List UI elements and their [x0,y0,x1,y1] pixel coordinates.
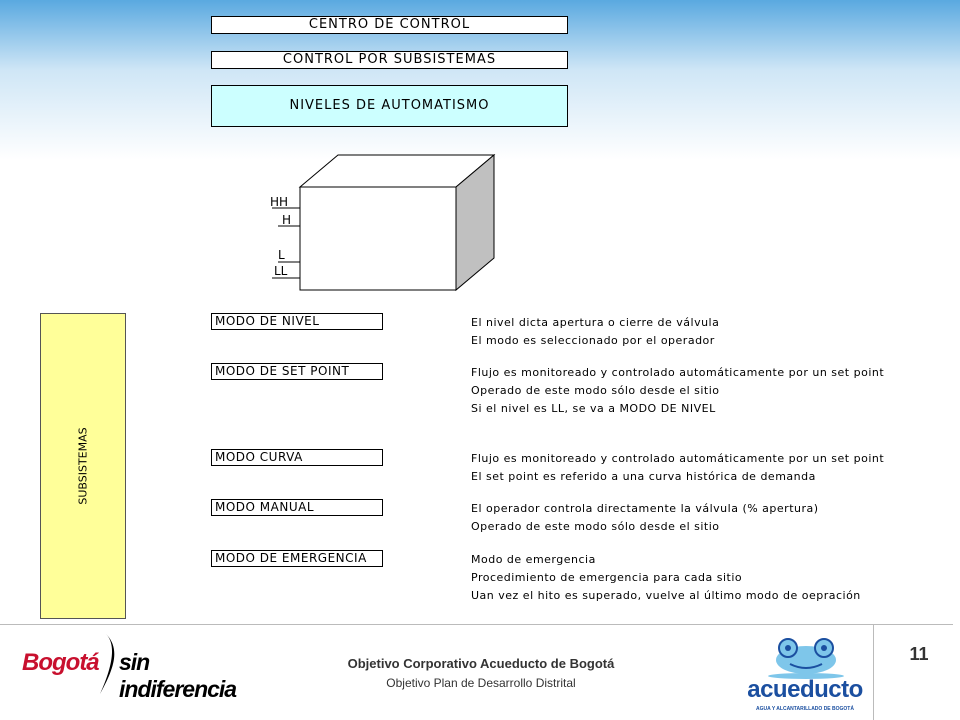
acueducto-logo-tagline: AGUA Y ALCANTARILLADO DE BOGOTÁ [756,706,854,712]
desc-line: El modo es seleccionado por el operador [471,334,715,347]
acueducto-logo [740,636,870,716]
page-number: 11 [909,644,929,664]
subsistemas-label: SUBSISTEMAS [76,427,90,505]
desc-line: Si el nivel es LL, se va a MODO DE NIVEL [471,402,716,415]
footer-vertical-divider [873,624,874,720]
desc-line: Flujo es monitoreado y controlado automáticamente por un set point [471,452,885,465]
tank-front-face [300,187,456,290]
centro-de-control-box: CENTRO DE CONTROL [211,16,568,34]
desc-line: El operador controla directamente la válvula (% apertura) [471,502,819,515]
frog-mascot-icon [740,636,870,680]
acueducto-logo-text: acueducto [747,676,863,703]
level-h-label: H [282,213,292,227]
level-markers [270,195,300,278]
level-hh-label: HH [270,195,289,209]
desc-line: Operado de este modo sólo desde el sitio [471,520,720,533]
level-l-label: L [278,248,285,262]
bogota-logo-text: Bogotá [22,649,99,676]
desc-line: Flujo es monitoreado y controlado automáticamente por un set point [471,366,885,379]
desc-line: El set point es referido a una curva histórica de demanda [471,470,816,483]
mode-curva-box: MODO CURVA [211,449,383,466]
subsistemas-sidebar [40,313,126,619]
tank-level-diagram [262,152,502,292]
niveles-automatismo-box: NIVELES DE AUTOMATISMO [211,85,568,127]
bogota-logo-slogan: sin indiferencia [119,649,237,702]
footer-subtitle: Objetivo Plan de Desarrollo Distrital [386,676,576,690]
mode-emergencia-desc [471,552,911,606]
desc-line: Operado de este modo sólo desde el sitio [471,384,720,397]
desc-line: Modo de emergencia [471,553,596,566]
mode-manual-desc [471,501,911,537]
desc-line: El nivel dicta apertura o cierre de válvula [471,316,720,329]
mode-set-point-box: MODO DE SET POINT [211,363,383,380]
bogota-logo [10,632,250,702]
mode-nivel-desc [471,315,911,351]
desc-line: Procedimiento de emergencia para cada sitio [471,571,743,584]
mode-emergencia-box: MODO DE EMERGENCIA [211,550,383,567]
mode-nivel-box: MODO DE NIVEL [211,313,383,330]
desc-line: Uan vez el hito es superado, vuelve al último modo de oepración [471,589,861,602]
mode-set-point-desc [471,365,911,419]
mode-manual-box: MODO MANUAL [211,499,383,516]
mode-curva-desc [471,451,911,487]
control-subsistemas-box: CONTROL POR SUBSISTEMAS [211,51,568,69]
level-ll-label: LL [274,264,288,278]
footer-title: Objetivo Corporativo Acueducto de Bogotá [347,656,615,671]
footer-divider [0,624,953,625]
